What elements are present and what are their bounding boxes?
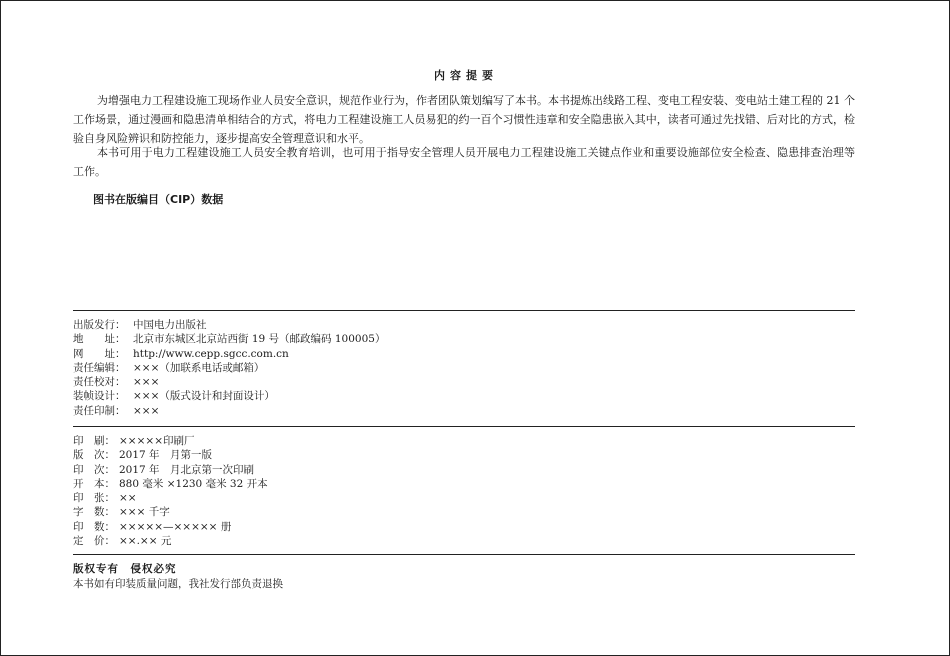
publisher-value: 中国电力出版社 (133, 319, 207, 331)
publisher-label: 出版发行： (73, 319, 126, 331)
website-value: http://www.cepp.sgcc.com.cn (133, 347, 289, 360)
printer-row (73, 434, 268, 448)
impression-label: 印 次： (73, 463, 115, 476)
print-run-row (73, 520, 268, 534)
divider (73, 310, 855, 311)
divider (73, 554, 855, 555)
printer-label: 印 刷： (73, 435, 115, 447)
copyright-title: 版权专有 侵权必究 (73, 563, 177, 575)
sheets-row (73, 491, 268, 505)
word-count-label: 字 数： (73, 506, 115, 519)
sheets-value: ×× (119, 492, 137, 505)
price-value: ××.×× 元 (119, 535, 172, 548)
print-manager-label: 责任印制： (73, 404, 126, 417)
website-row (73, 347, 385, 361)
print-manager-row (73, 404, 385, 418)
proofreader-label: 责任校对： (73, 376, 126, 389)
design-value: ×××（版式设计和封面设计） (133, 390, 275, 403)
price-row (73, 534, 268, 548)
copyright-block (73, 562, 283, 591)
design-label: 装帧设计： (73, 390, 126, 403)
address-value: 北京市东城区北京站西街 19 号（邮政编码 100005） (133, 333, 386, 346)
format-row (73, 477, 268, 491)
impression-row (73, 463, 268, 477)
print-info (73, 434, 268, 548)
summary-paragraph-1: 为增强电力工程建设施工现场作业人员安全意识，规范作业行为，作者团队策划编写了本书。本书提炼出线路工程、变电工程安装、变电站土建工程的 21 个工作场景，通过漫画和隐患清单相结合的方式，将电力工程建设施工人员易犯的约一百个习惯性违章和安全隐患嵌入其中，读者可通过先找错、后对比的方式，检验自身风险辨识和防控能力，逐步提高安全管理意识和水平。 (73, 94, 855, 145)
print-run-label: 印 数： (73, 520, 115, 533)
word-count-row (73, 505, 268, 519)
sheets-label: 印 张： (73, 492, 115, 505)
edition-label: 版 次： (73, 449, 115, 462)
price-label: 定 价： (73, 535, 115, 548)
cip-heading: 图书在版编目（CIP）数据 (93, 193, 224, 206)
edition-row (73, 448, 268, 462)
edition-value: 2017 年 月第一版 (119, 449, 213, 462)
publisher-info (73, 318, 385, 418)
address-row (73, 332, 385, 346)
format-value: 880 毫米 ×1230 毫米 32 开本 (119, 477, 268, 490)
proofreader-row (73, 375, 385, 389)
editor-value: ×××（加联系电话或邮箱） (133, 361, 265, 374)
print-manager-value: ××× (133, 404, 160, 417)
divider (73, 426, 855, 427)
editor-row (73, 361, 385, 375)
copyright-note: 本书如有印装质量问题，我社发行部负责退换 (73, 577, 283, 590)
proofreader-value: ××× (133, 376, 160, 389)
publisher-row (73, 318, 385, 332)
word-count-value: ××× 千字 (119, 506, 170, 519)
printer-value: ×××××印刷厂 (119, 435, 195, 447)
format-label: 开 本： (73, 477, 115, 490)
summary-paragraph-2: 本书可用于电力工程建设施工人员安全教育培训，也可用于指导安全管理人员开展电力工程建设施工关键点作业和重要设施部位安全检查、隐患排查治理等工作。 (73, 146, 855, 178)
summary-title: 内容提要 (434, 69, 498, 82)
impression-value: 2017 年 月北京第一次印刷 (119, 463, 255, 476)
website-label: 网 址： (73, 347, 126, 360)
address-label: 地 址： (73, 333, 126, 346)
editor-label: 责任编辑： (73, 361, 126, 374)
print-run-value: ×××××—××××× 册 (119, 520, 232, 533)
design-row (73, 389, 385, 403)
